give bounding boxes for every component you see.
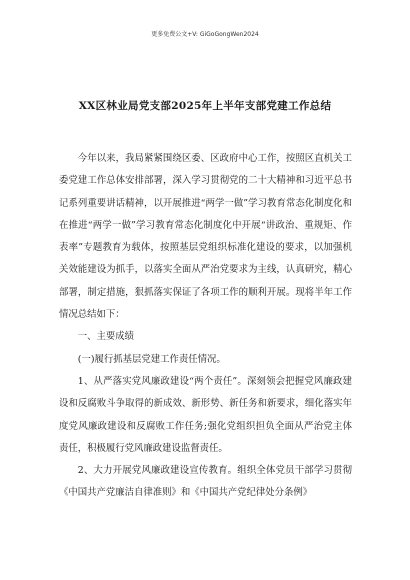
paragraph-intro: 今年以来，我局紧紧围绕区委、区政府中心工作，按照区直机关工委党建工作总体安排部署，深入学习贯彻党的二十大精神和习近平总书记系列重要讲话精神，以开展推进“两学一做”学习教育常态化制度化和在推进“两学一做”学习教育常态化制度化中开展“讲政治、重规矩、作表率”专题教育为载体，按照基层党组织标准化建设的要求，以加强机关效能建设为抓手，以落实全面从严治党要求为主线，认真研究，精心部署，制定措施，狠抓落实保证了各项工作的顺利开展。现将半年工作情况总结如下： <box>59 153 352 321</box>
document-title: XX区林业局党支部2025年上半年支部党建工作总结 <box>78 100 332 112</box>
section-heading: 一、主要成绩 <box>77 331 135 343</box>
paragraph-item-2: 2、大力开展党风廉政建设宣传教育。组织全体党员干部学习贯彻《中国共产党廉洁自律准则》和《中国共产党纪律处分条例》 <box>59 465 352 499</box>
document-body <box>59 148 352 505</box>
subsection-heading: (一)履行抓基层党建工作责任情况。 <box>77 353 226 365</box>
paragraph-item-1: 1、从严落实党风廉政建设“两个责任”。深刻领会把握党风廉政建设和反腐败斗争取得的新成效、新形势、新任务和新要求，细化落实年度党风廉政建设和反腐败工作任务;强化党组织担负全面从严治党主体责任，积极履行党风廉政建设监督责任。 <box>59 375 352 454</box>
header-note: 更多免费公文+V: GiGoGongWen2024 <box>151 31 259 38</box>
